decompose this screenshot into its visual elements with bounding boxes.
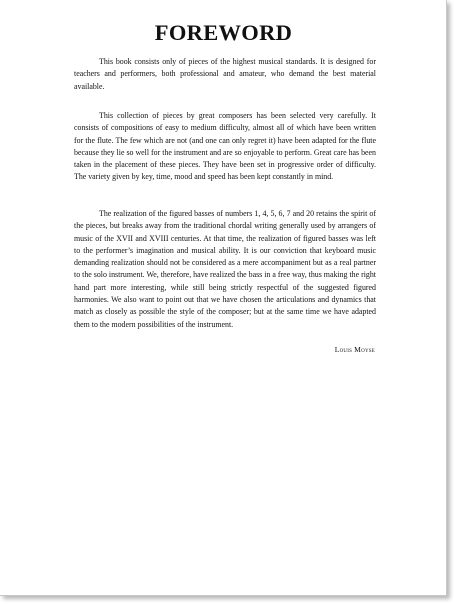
author-signature: Louis Moyse (334, 345, 375, 354)
foreword-paragraph-1: This book consists only of pieces of the highest musical standards. It is designed for teachers and performers, both professional and amateur, who demand the best material available. (74, 57, 376, 91)
page-title: FOREWORD (154, 20, 293, 45)
foreword-paragraph-2: This collection of pieces by great composers has been selected very carefully. It consists of compositions of easy to medium difficulty, almost all of which have been written for the flute. The few which are not (and one can only regret it) have been adapted for the flute because they lie so well for the instrument and are so enjoyable to perform. Great care has been taken in the placement of these pieces. They have been set in progressive order of difficulty. The variety given by key, time, mood and speed has been kept constantly in mind. (74, 111, 376, 182)
foreword-paragraph-3: The realization of the figured basses of numbers 1, 4, 5, 6, 7 and 20 retains the spirit of the pieces, but breaks away from the traditional chordal writing generally used by arrangers of music of the XVII and XVIII centuries. At that time, the realization of figured basses was left to the performer’s imagination and musical ability. It is our conviction that keyboard music demanding realization should not be considered as a mere accompaniment but as a real partner to the solo instrument. We, therefore, have realized the bass in a free way, thus making the right hand part more interesting, while still being strictly respectful of the suggested figured harmonies. We also want to point out that we have chosen the articulations and dynamics that match as closely as possible the style of the composer; but at the same time we have adapted them to the modern possibilities of the instrument. (74, 209, 376, 329)
